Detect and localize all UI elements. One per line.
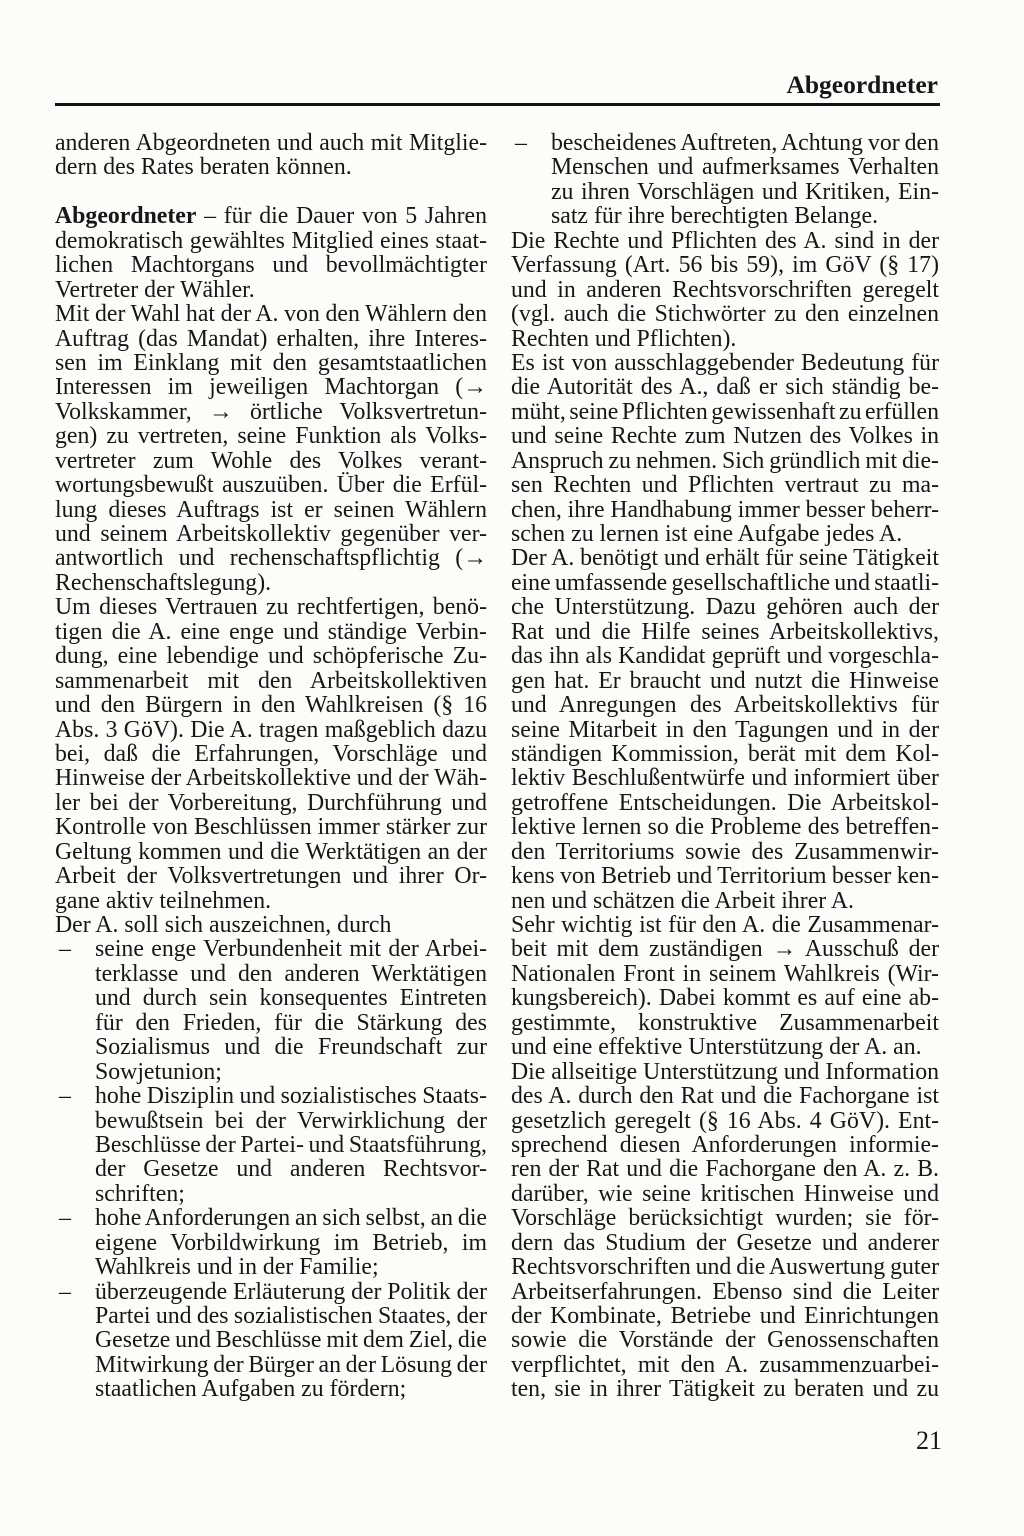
line-text: Die Rechte und Pflichten des A. sind in der (511, 227, 939, 254)
line-text: Geltung kommen und die Werktätigen an der (55, 838, 487, 865)
text-line (95, 937, 487, 961)
line-text: darüber, wie seine kritischen Hinweise und (511, 1180, 939, 1207)
text-line (95, 1182, 487, 1206)
text-line (55, 620, 487, 644)
line-text: Mitwirkung der Bürger an der Lösung der (95, 1351, 487, 1378)
bullet-dash-marker: – (59, 1278, 71, 1305)
paragraph (511, 351, 939, 547)
text-line (511, 1060, 939, 1084)
text-line (511, 913, 939, 937)
line-text: Anspruch zu nehmen. Sich gründlich mit die- (511, 447, 939, 474)
line-text: Gesetze und Beschlüsse mit dem Ziel, die (95, 1327, 487, 1354)
line-text: den Territoriums sowie des Zusammenwir- (511, 838, 939, 865)
paragraph (55, 302, 487, 595)
text-line (511, 766, 939, 790)
line-text: Beschlüsse der Partei- und Staatsführung, (95, 1131, 487, 1158)
line-text: Volkskammer, → örtliche Volksvertretun- (55, 398, 487, 425)
text-line (511, 986, 939, 1010)
text-line (511, 253, 939, 277)
text-line (95, 1280, 487, 1304)
running-head-title: Abgeordneter (786, 70, 938, 99)
text-line (551, 155, 939, 179)
line-text: lichen Machtorgans und bevollmächtigter (55, 252, 487, 279)
text-column-right (511, 131, 939, 1402)
text-line (551, 131, 939, 155)
line-text: nen und schätzen die Arbeit ihrer A. (511, 887, 854, 914)
bullet-item (55, 1280, 487, 1402)
line-text: sprechend diesen Anforderungen informie- (511, 1131, 939, 1158)
line-text: Um dieses Vertrauen zu rechtfertigen, benö- (55, 594, 487, 621)
line-text: che Unterstützung. Dazu gehören auch der (511, 594, 939, 621)
text-line (55, 791, 487, 815)
line-text: (vgl. auch die Stichwörter zu den einzelnen (511, 301, 939, 328)
text-line (55, 155, 487, 179)
line-text: ten, sie in ihrer Tätigkeit zu beraten und zu (511, 1376, 939, 1403)
text-line (511, 498, 939, 522)
line-text: des A. durch den Rat und die Fachorgane ist (511, 1083, 939, 1110)
bullet-dash-marker: – (59, 936, 71, 963)
line-text: lektive lernen so die Probleme des betreffen- (511, 814, 939, 841)
text-line (55, 742, 487, 766)
line-text: tigen die A. eine enge und ständige Verbin- (55, 618, 487, 645)
text-line (95, 1304, 487, 1328)
line-text: gestimmte, konstruktive Zusammenarbeit (511, 1009, 939, 1036)
text-line (511, 327, 939, 351)
line-text: staatlichen Aufgaben zu fördern; (95, 1376, 407, 1403)
line-text: Sozialismus und die Freundschaft zur (95, 1034, 487, 1061)
bullet-dash-marker: – (59, 1205, 71, 1232)
text-line (511, 742, 939, 766)
text-line (95, 986, 487, 1010)
paragraph (55, 913, 487, 937)
line-text: eine umfassende gesellschaftliche und staatli- (511, 569, 939, 596)
line-text: müht, seine Pflichten gewissenhaft zu erfüllen (511, 398, 939, 425)
line-text: – für die Dauer von 5 Jahren (204, 203, 487, 230)
line-text: der Gesetze und anderen Rechtsvor- (95, 1156, 487, 1183)
text-line (95, 1377, 487, 1401)
line-text: Der A. benötigt und erhält für seine Tätigkeit (511, 545, 939, 572)
line-text: Hinweise der Arbeitskollektive und der Wäh- (55, 765, 487, 792)
line-text: anderen Abgeordneten und auch mit Mitglie- (55, 130, 487, 156)
line-text: Partei und des sozialistischen Staates, der (95, 1303, 487, 1329)
line-text: lektiv Beschlußentwürfe und informiert über (511, 765, 939, 792)
text-line (55, 693, 487, 717)
entry-headword: Abgeordneter (55, 203, 197, 230)
bullet-item (511, 131, 939, 229)
text-line (55, 766, 487, 790)
line-text: demokratisch gewähltes Mitglied eines staat- (55, 227, 487, 254)
line-text: für den Frieden, für die Stärkung des (95, 1009, 487, 1036)
line-text: gen) zu vertreten, seine Funktion als Volks- (55, 423, 487, 450)
text-line (511, 1109, 939, 1133)
bullet-item (55, 1084, 487, 1206)
page-number: 21 (916, 1426, 942, 1455)
text-line (95, 1011, 487, 1035)
line-text: vertreter zum Wohle des Volkes verant- (55, 447, 487, 474)
line-text: und Anregungen des Arbeitskollektivs für (511, 692, 939, 719)
text-line (55, 498, 487, 522)
line-text: Arbeit der Volksvertretungen und ihrer Or- (55, 863, 487, 890)
text-line (55, 302, 487, 326)
line-text: und den Bürgern in den Wahlkreisen (§ 16 (55, 692, 487, 719)
text-line (95, 1109, 487, 1133)
text-line (511, 522, 939, 546)
text-line (55, 351, 487, 375)
line-text: die Autorität des A., daß er sich ständig be- (511, 374, 939, 401)
text-line (511, 669, 939, 693)
text-line (511, 864, 939, 888)
text-line (55, 131, 487, 155)
text-line (511, 815, 939, 839)
line-text: ler bei der Vorbereitung, Durchführung und (55, 789, 487, 816)
text-line (511, 889, 939, 913)
paragraph (511, 1060, 939, 1402)
line-text: und durch sein konsequentes Eintreten (95, 985, 487, 1012)
text-line (511, 1377, 939, 1401)
text-line (511, 351, 939, 375)
text-line (511, 840, 939, 864)
text-line (511, 1084, 939, 1108)
text-line (511, 424, 939, 448)
text-line (511, 229, 939, 253)
text-line (95, 1206, 487, 1230)
text-line (511, 718, 939, 742)
text-line (511, 1353, 939, 1377)
text-line (55, 473, 487, 497)
line-text: schriften; (95, 1180, 185, 1207)
line-text: dern das Studium der Gesetze und anderer (511, 1229, 939, 1256)
line-text: gane aktiv teilnehmen. (55, 887, 272, 914)
text-line (55, 889, 487, 913)
text-line (511, 1255, 939, 1279)
text-line (55, 375, 487, 399)
line-text: bewußtsein bei der Verwirklichung der (95, 1107, 487, 1134)
line-text: Der A. soll sich auszeichnen, durch (55, 912, 392, 938)
line-text: der Kombinate, Betriebe und Einrichtungen (511, 1303, 939, 1329)
line-text: bei, daß die Erfahrungen, Vorschläge und (55, 740, 487, 767)
text-line (511, 962, 939, 986)
line-text: bescheidenes Auftreten, Achtung vor den (551, 130, 939, 156)
header-rule (55, 103, 940, 106)
line-text: dung, eine lebendige und schöpferische Zu- (55, 643, 487, 670)
text-line (511, 1011, 939, 1035)
text-line (95, 962, 487, 986)
text-line (511, 546, 939, 570)
line-text: Nationalen Front in seinem Wahlkreis (Wir- (511, 960, 939, 987)
text-line (511, 449, 939, 473)
line-text: Rechtsvorschriften und die Auswertung guter (511, 1254, 939, 1281)
line-text: Es ist von ausschlaggebender Bedeutung für (511, 349, 939, 376)
text-column-left (55, 131, 487, 1402)
line-text: Wahlkreis und in der Familie; (95, 1254, 379, 1281)
text-line (55, 644, 487, 668)
paragraph (55, 595, 487, 913)
line-text: Kontrolle von Beschlüssen immer stärker zur (55, 814, 487, 841)
text-line (511, 571, 939, 595)
line-text: ren der Rat und die Fachorgane den A. z. B. (511, 1156, 939, 1183)
text-line (95, 1060, 487, 1084)
text-line (95, 1084, 487, 1108)
text-line (511, 693, 939, 717)
line-text: kens von Betrieb und Territorium besser ken- (511, 863, 939, 890)
line-text: eigene Vorbildwirkung im Betrieb, im (95, 1229, 487, 1256)
text-line (55, 595, 487, 619)
text-line (55, 718, 487, 742)
text-line (55, 840, 487, 864)
line-text: Vertreter der Wähler. (55, 276, 255, 303)
text-line (511, 1328, 939, 1352)
text-line (511, 1304, 939, 1328)
text-line (511, 644, 939, 668)
line-text: und in anderen Rechtsvorschriften geregelt (511, 276, 939, 303)
line-text: gen hat. Er braucht und nutzt die Hinweise (511, 667, 939, 694)
line-text: wortungsbewußt auszuüben. Über die Erfül- (55, 472, 487, 499)
paragraph (511, 546, 939, 913)
line-text: lung dieses Auftrags ist er seinen Wählern (55, 496, 487, 523)
line-text: Menschen und aufmerksames Verhalten (551, 154, 939, 181)
line-text: Sehr wichtig ist für den A. die Zusammenar- (511, 912, 939, 938)
line-text: getroffene Entscheidungen. Die Arbeitskol- (511, 789, 939, 816)
paragraph (55, 131, 487, 180)
line-text: Verfassung (Art. 56 bis 59), im GöV (§ 17) (511, 252, 939, 279)
paragraph (511, 229, 939, 351)
text-line (55, 449, 487, 473)
line-text: sen Rechten und Pflichten vertraut zu ma- (511, 472, 939, 499)
line-text: chen, ihre Handhabung immer besser beherr- (511, 496, 939, 523)
line-text: Rat und die Hilfe seines Arbeitskollektivs, (511, 618, 939, 645)
line-text: terklasse und den anderen Werktätigen (95, 960, 487, 987)
text-line (55, 278, 487, 302)
line-text: gesetzlich geregelt (§ 16 Abs. 4 GöV). Ent- (511, 1107, 939, 1134)
line-text: und seinem Arbeitskollektiv gegenüber ver- (55, 521, 487, 547)
line-text: Auftrag (das Mandat) erhalten, ihre Interes- (55, 325, 487, 352)
text-line (55, 229, 487, 253)
text-line (511, 375, 939, 399)
text-line (55, 546, 487, 570)
text-line (551, 180, 939, 204)
line-text: zu ihren Vorschlägen und Kritiken, Ein- (551, 178, 939, 205)
line-text: und seine Rechte zum Nutzen des Volkes in (511, 423, 939, 450)
line-text: sowie die Vorstände der Genossenschaften (511, 1327, 939, 1354)
text-line (55, 424, 487, 448)
text-line (511, 1280, 939, 1304)
text-line (511, 620, 939, 644)
text-line (95, 1157, 487, 1181)
line-text: Interessen im jeweiligen Machtorgan (→ (55, 374, 487, 401)
line-text: Rechenschaftslegung). (55, 569, 272, 596)
line-text: kungsbereich). Dabei kommt es auf eine ab- (511, 985, 939, 1012)
line-text: Vorschläge berücksichtigt wurden; sie för- (511, 1205, 939, 1232)
line-text: Abs. 3 GöV). Die A. tragen maßgeblich dazu (55, 716, 487, 743)
line-text: beit mit dem zuständigen → Ausschuß der (511, 936, 939, 963)
text-line (511, 1231, 939, 1255)
line-text: satz für ihre berechtigten Belange. (551, 203, 879, 230)
text-line (55, 400, 487, 424)
bullet-dash-marker: – (515, 130, 527, 156)
text-line (95, 1231, 487, 1255)
line-text: antwortlich und rechenschaftspflichtig (→ (55, 545, 487, 572)
text-line (55, 204, 487, 228)
text-line (511, 302, 939, 326)
text-line (95, 1328, 487, 1352)
text-line (95, 1353, 487, 1377)
text-line (511, 400, 939, 424)
text-line (95, 1035, 487, 1059)
line-text: Arbeitserfahrungen. Ebenso sind die Leiter (511, 1278, 939, 1305)
line-text: überzeugende Erläuterung der Politik der (95, 1278, 487, 1305)
bullet-dash-marker: – (59, 1083, 71, 1110)
text-line (55, 571, 487, 595)
line-text: ständigen Kommission, berät mit dem Kol- (511, 740, 939, 767)
text-line (95, 1255, 487, 1279)
text-line (511, 278, 939, 302)
line-text: hohe Anforderungen an sich selbst, an die (95, 1205, 487, 1232)
text-line (511, 1157, 939, 1181)
line-text: dern des Rates beraten können. (55, 154, 352, 181)
text-line (511, 1182, 939, 1206)
text-line (511, 937, 939, 961)
text-line (55, 327, 487, 351)
dictionary-entry (55, 204, 487, 302)
text-line (511, 1035, 939, 1059)
line-text: seine enge Verbundenheit mit der Arbei- (95, 936, 487, 963)
line-text: sammenarbeit mit den Arbeitskollektiven (55, 667, 487, 694)
line-text: Sowjetunion; (95, 1058, 222, 1085)
line-text: hohe Disziplin und sozialistisches Staats- (95, 1083, 487, 1110)
line-text: verpflichtet, mit den A. zusammenzuarbei- (511, 1351, 939, 1378)
text-line (95, 1133, 487, 1157)
paragraph (511, 913, 939, 1060)
line-text: schen zu lernen ist eine Aufgabe jedes A. (511, 521, 903, 547)
text-line (551, 204, 939, 228)
text-line (55, 253, 487, 277)
text-line (55, 913, 487, 937)
text-line (55, 669, 487, 693)
line-text: seine Mitarbeit in den Tagungen und in der (511, 716, 939, 743)
text-line (511, 473, 939, 497)
bullet-item (55, 937, 487, 1084)
line-text: sen im Einklang mit den gesamtstaatlichen (55, 349, 487, 376)
text-line (511, 1133, 939, 1157)
line-text: Mit der Wahl hat der A. von den Wählern den (55, 301, 487, 328)
line-text: das ihn als Kandidat geprüft und vorgeschla- (511, 643, 939, 670)
line-text: Die allseitige Unterstützung und Information (511, 1058, 939, 1085)
text-line (55, 815, 487, 839)
text-line (511, 1206, 939, 1230)
text-line (55, 864, 487, 888)
text-line (511, 595, 939, 619)
line-text: Rechten und Pflichten). (511, 325, 737, 352)
bullet-item (55, 1206, 487, 1279)
text-line (55, 522, 487, 546)
line-text: und eine effektive Unterstützung der A. an. (511, 1034, 922, 1061)
text-line (511, 791, 939, 815)
